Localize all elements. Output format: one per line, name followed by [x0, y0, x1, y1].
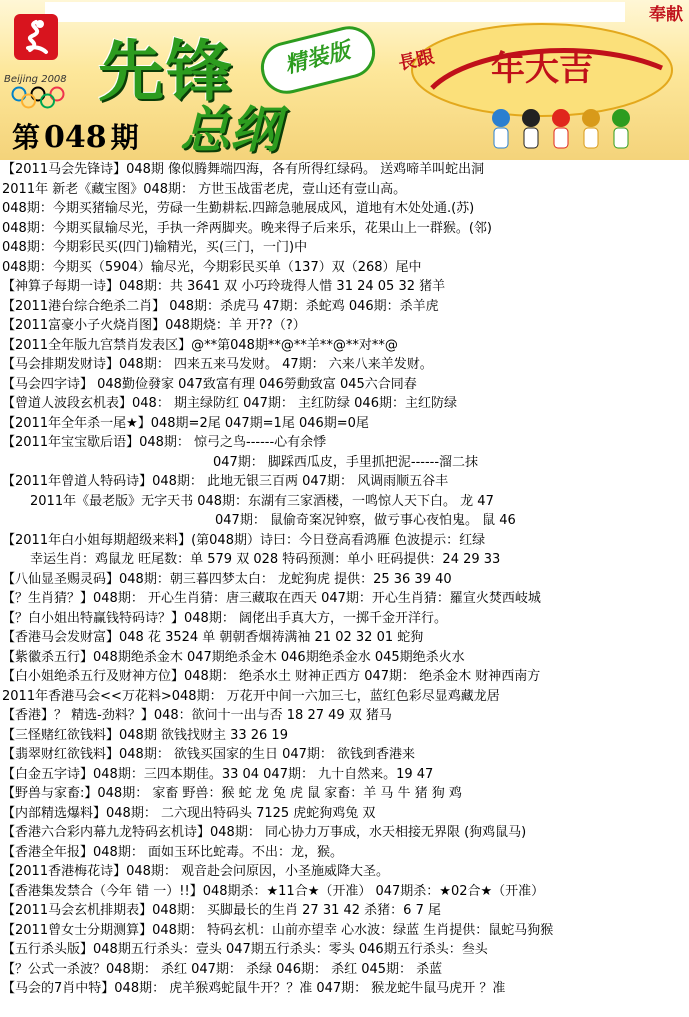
text-line: 【2011马会玄机排期表】048期： 买脚最长的生肖 27 31 42 杀猪：6 7 尾 — [2, 903, 441, 918]
text-line: 【八仙显圣赐灵码】048期：朝三暮四梦太白： 龙蛇狗虎 提供：25 36 39 40 — [2, 571, 452, 587]
text-line: 【香港马会发财富】048 花 3524 单 朝朝香烟祷满袖 21 02 32 01 蛇狗 — [2, 630, 424, 645]
issue-prefix: 第 — [12, 121, 41, 154]
text-line: 2011年 新老《藏宝图》048期： 方世玉战雷老虎，壹山还有壹山高。 — [2, 181, 407, 197]
header-banner — [0, 0, 689, 160]
text-line: 【2011全年版九宫禁肖发表区】@**第048期**@**羊**@**对**@ — [2, 337, 398, 353]
text-line: 【三怪赌红欲钱料】048期 欲钱找财主 33 26 19 — [2, 727, 288, 743]
mascot-jingjing-icon — [520, 108, 542, 152]
issue-suffix: 期 — [110, 121, 139, 154]
text-line: 【马会四字诗】 048勤俭發家 047致富有理 046勞動致富 045六合同春 — [2, 376, 417, 392]
text-line: 【内部精选爆料】048期： 二六现出特码头 7125 虎蛇狗鸡兔 双 — [2, 805, 376, 821]
olympic-rings-icon — [10, 86, 66, 110]
text-line: 【？白小姐出特赢钱特码诗？】048期： 阔佬出手真大方，一掷千金开洋行。 — [2, 610, 447, 626]
text-line: 048期：今期买（5904）输尽光，今期彩民买单（137）双（268）尾中 — [2, 259, 422, 275]
beijing-2008-label: Beijing 2008 — [4, 74, 67, 85]
text-line: 【2011年白小姐每期超级来料】(第048期）诗曰：今日登高看鸿雁 色波提示：红绿 — [2, 532, 486, 548]
logo-slogan: 年大吉 — [491, 49, 593, 89]
text-line: 【2011年曾道人特码诗】048期： 此地无银三百两 047期： 风调雨顺五谷丰 — [2, 474, 449, 489]
text-line: 【香港全年报】048期： 面如玉环比蛇毒。不出：龙，猴。 — [2, 844, 343, 860]
issue-number-label — [12, 116, 139, 156]
text-line: 047期： 脚踩西瓜皮，手里抓把泥------溜二抹 — [212, 454, 479, 470]
text-line: 【？公式一杀波？048期： 杀红 047期： 杀绿 046期： 杀红 045期： 杀蓝 — [2, 961, 443, 977]
text-line: 2011年香港马会<<万花料>048期： 万花开中间一六加三七，蓝红色彩尽显鸡藏龙居 — [2, 688, 500, 704]
text-line: 【2011年全年杀一尾★】048期=2尾 047期=1尾 046期=0尾 — [2, 415, 369, 431]
text-line: 【野兽与家畜:】048期： 家畜 野兽：猴 蛇 龙 兔 虎 鼠 家畜：羊 马 牛 猪 狗 鸡 — [2, 786, 462, 801]
banner-title: 先锋 — [98, 32, 234, 110]
issue-number: 048 — [44, 120, 107, 155]
text-line: 【五行杀头版】048期五行杀头：壹头 047期五行杀头：零头 046期五行杀头：叁头 — [2, 942, 488, 957]
text-line: 【翡翠财红欲钱料】048期： 欲钱买国家的生日 047期： 欲钱到香港来 — [2, 747, 416, 762]
text-line: 047期： 鼠偷奇案况钟察，做亏事心夜怕鬼。 鼠 46 — [215, 513, 516, 528]
banner-subtitle: 总纲 — [180, 100, 280, 159]
text-line: 【2011马会先锋诗】048期 像似腾舞端四海，各有所得红绿码。 送鸡啼羊叫蛇出洞 — [2, 162, 485, 177]
edition-badge: 精装版 — [255, 21, 380, 100]
text-line: 【紫徽杀五行】048期绝杀金木 047期绝杀金木 046期绝杀金水 045期绝杀火水 — [2, 649, 465, 665]
text-line: 【2011曾女士分期测算】048期： 特码玄机：山前亦望幸 心水波：绿蓝 生肖提供：鼠蛇马狗猴 — [2, 922, 554, 938]
text-line: 【2011香港梅花诗】048期： 观音赴会问原因，小圣施威降大圣。 — [2, 864, 390, 879]
text-line: 048期：今期彩民买(四门)输精光，买(三门，一门)中 — [2, 240, 308, 255]
text-line: 【马会排期发财诗】048期： 四来五来马发财。 47期： 六来八来羊发财。 — [2, 357, 433, 372]
top-right-slogan: 奉献 — [649, 5, 683, 25]
beijing-olympic-emblem-icon — [6, 12, 66, 74]
text-line: 【曾道人波段玄机表】048： 期主绿防红 047期： 主红防绿 046期：主红防绿 — [2, 396, 457, 411]
mascot-nini-icon — [610, 108, 632, 152]
follow-slogan: 長跟 — [396, 46, 437, 75]
text-line: 【马会的7肖中特】048期： 虎羊猴鸡蛇鼠牛开？？准 047期： 猴龙蛇牛鼠马虎开 ？准 — [2, 981, 506, 996]
content-list — [0, 160, 689, 1017]
mascot-beibei-icon — [490, 108, 512, 152]
text-line: 048期：今期买鼠输尽光，手执一斧两脚夹。晚来得子后来乐，花果山上一群猴。(邻) — [2, 220, 492, 236]
mascot-huanhuan-icon — [550, 108, 572, 152]
text-line: 【香港】？ 精选-劲料？】048：欲问十一出与否 18 27 49 双 猪马 — [2, 708, 392, 723]
text-line: 【2011港台综合绝杀二肖】 048期：杀虎马 47期：杀蛇鸡 046期：杀羊虎 — [2, 298, 439, 314]
text-line: 【2011年宝宝歇后语】048期： 惊弓之鸟------心有余悸 — [2, 435, 327, 450]
text-line: 【白金五字诗】048期：三四本期佳。33 04 047期： 九十自然来。19 47 — [2, 766, 434, 782]
text-line: 【？生肖猜？】048期： 开心生肖猜：唐三藏取在西天 047期：开心生肖猜：羅宣火焚西岐城 — [2, 591, 541, 606]
text-line: 【白小姐绝杀五行及财神方位】048期： 绝杀水土 财神正西方 047期： 绝杀金木 财神西南方 — [2, 669, 541, 684]
text-line: 幸运生肖：鸡鼠龙 旺尾数：单 579 双 028 特码预测：单小 旺码提供：24 29 33 — [30, 552, 501, 567]
text-line: 【香港集发禁合（今年 错 一）!!】048期杀：★11合★（开准） 047期杀：★02合★（开准） — [2, 883, 545, 899]
text-line: 048期：今期买猪输尽光，劳碌一生勤耕耘.四蹄急驰展成风，道地有木处处通.(苏) — [2, 201, 475, 216]
text-line: 【神算子每期一诗】048期：共 3641 双 小巧玲珑得人惜 31 24 05 32 猪羊 — [2, 279, 446, 294]
text-line: 2011年《最老版》无字天书 048期：东湖有三家酒楼，一鸣惊人天下白。 龙 47 — [30, 493, 494, 509]
text-line: 【2011富豪小子火烧肖图】048期烧：羊 开??（?） — [2, 318, 306, 333]
mascot-yingying-icon — [580, 108, 602, 152]
text-line: 【香港六合彩内幕九龙特码玄机诗】048期： 同心协力万事成，水天相接无界限 (狗鸡鼠马) — [2, 825, 527, 840]
